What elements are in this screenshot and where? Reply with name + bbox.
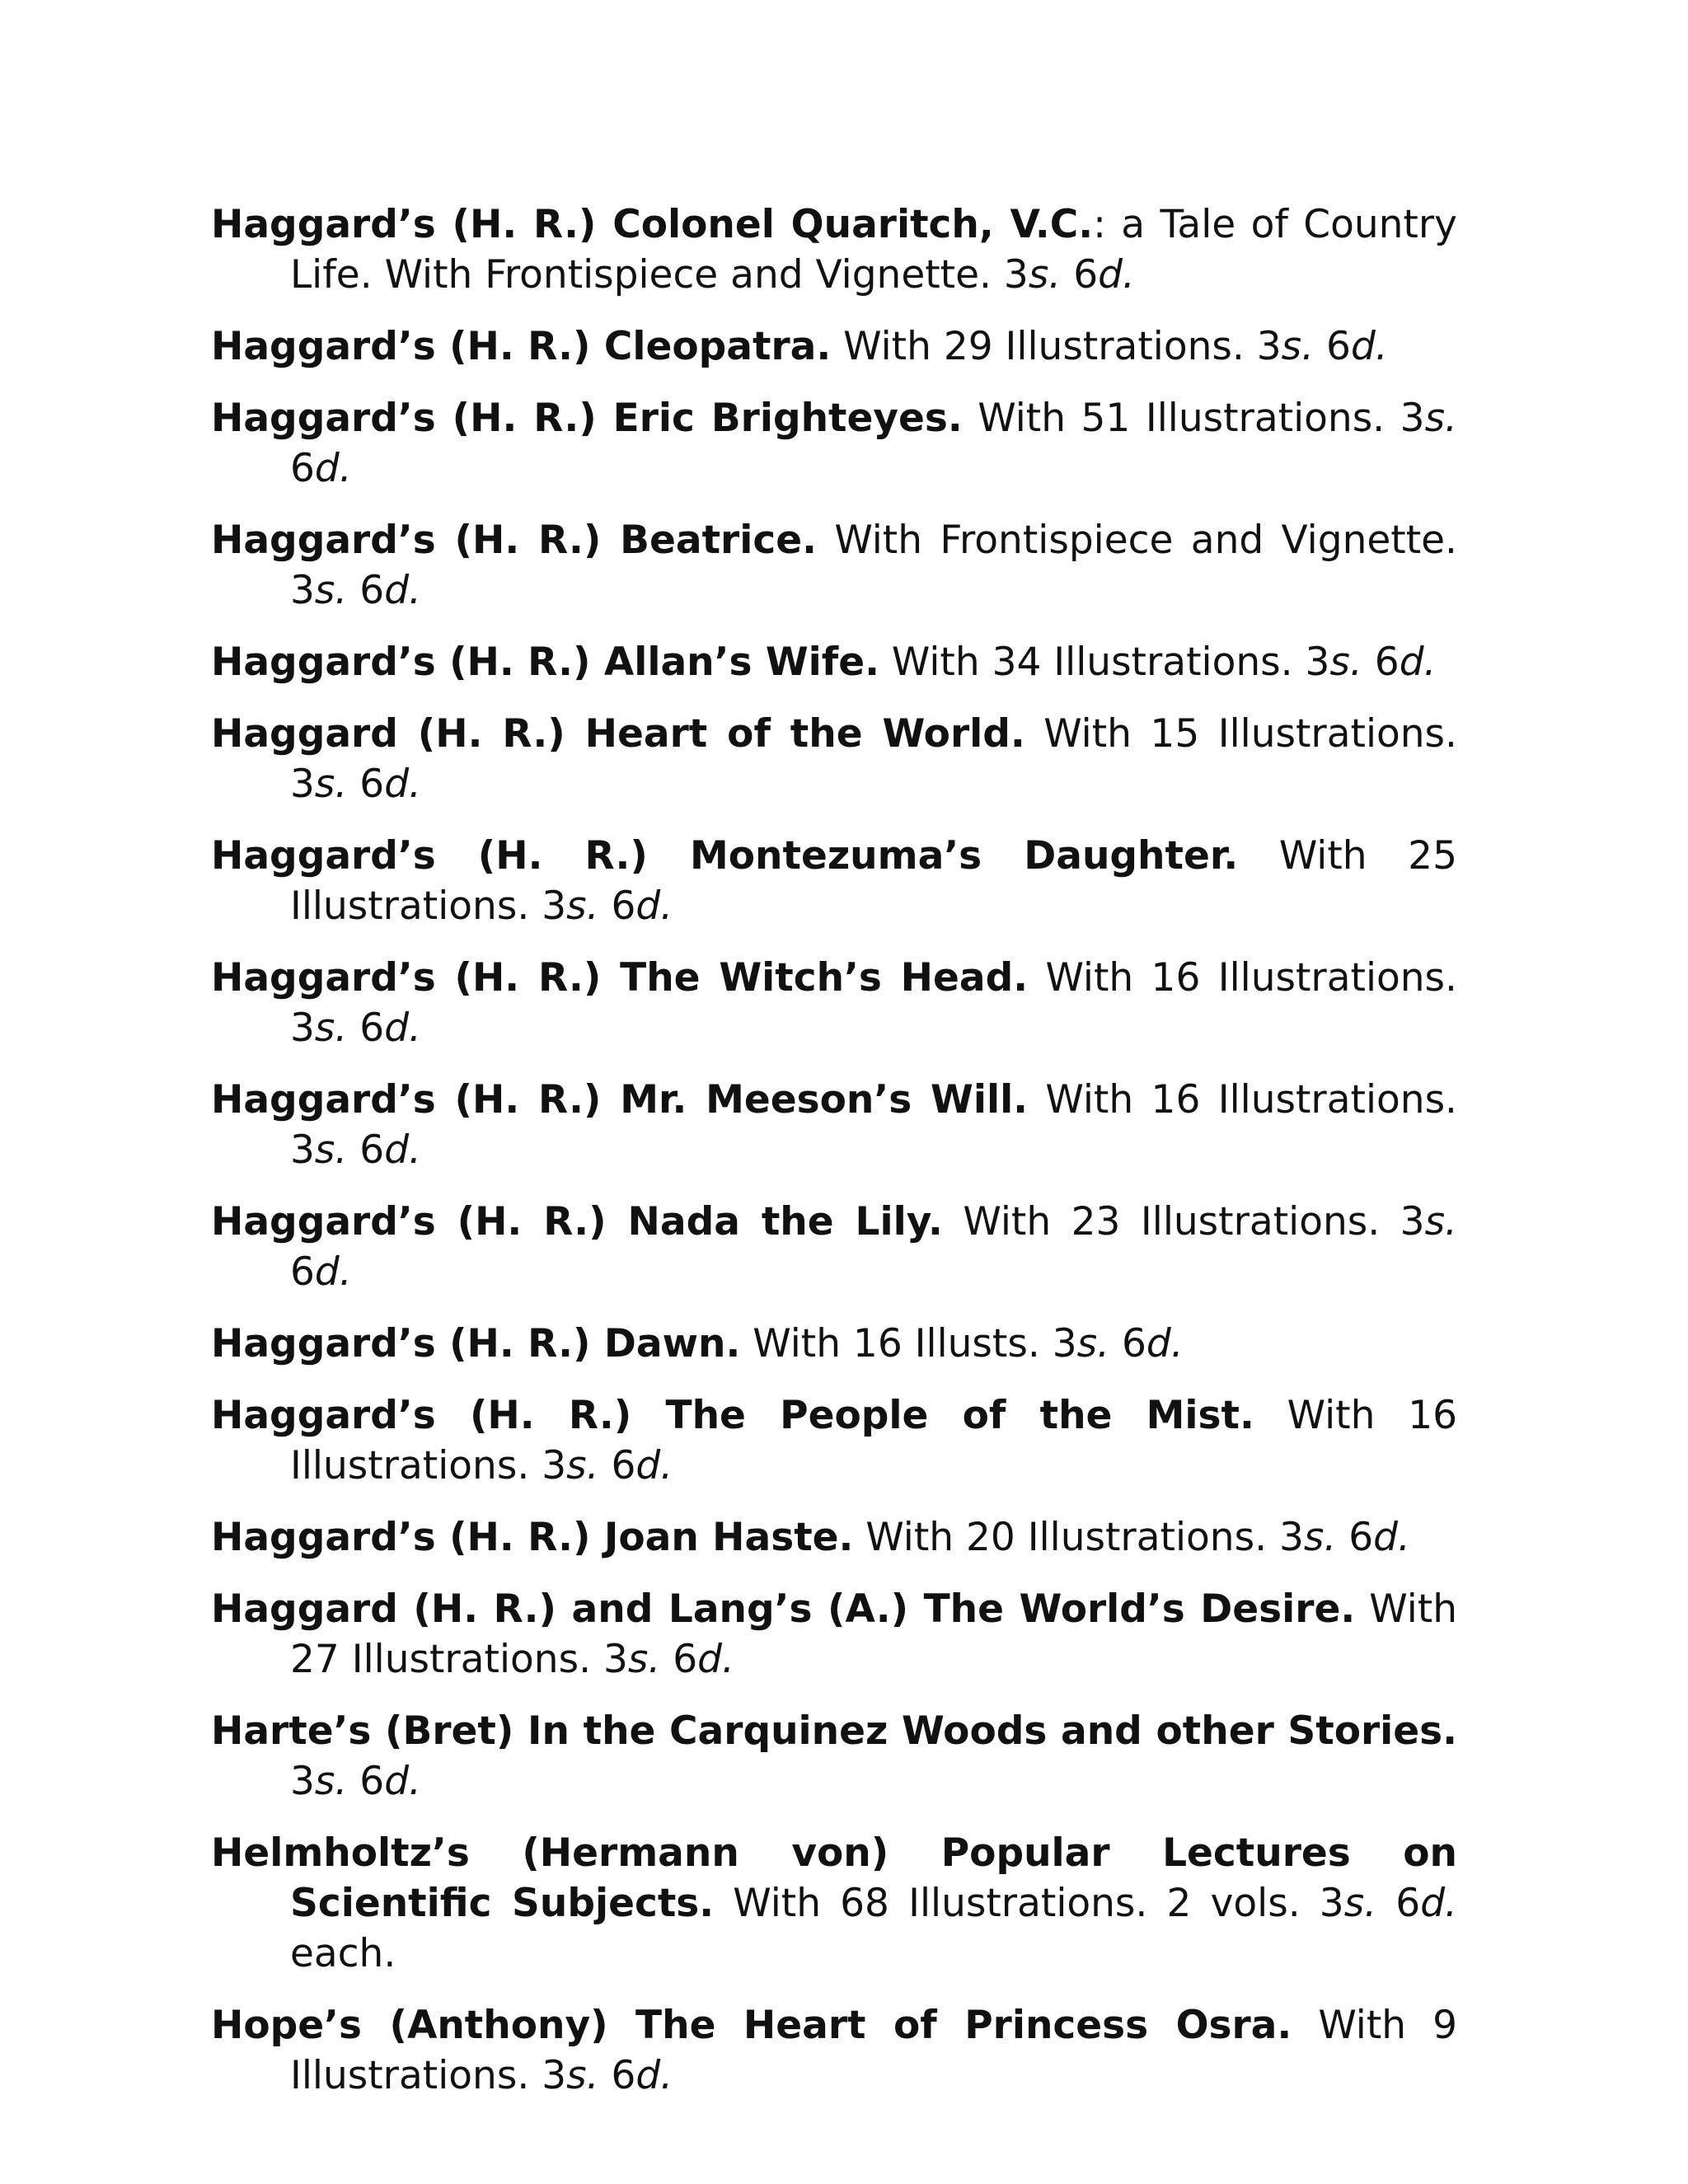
price-pence: 6 — [598, 883, 636, 929]
catalogue-entry — [211, 2000, 1457, 2101]
entry-title: Haggard (H. R.) Heart of the World. — [211, 711, 1025, 757]
price-d: d. — [635, 1443, 673, 1488]
entry-title: Hope’s (Anthony) The Heart of Princess Osra. — [211, 2003, 1292, 2048]
entry-title: Haggard’s (H. R.) The Witch’s Head. — [211, 955, 1029, 1001]
price-d: d. — [635, 883, 673, 929]
price-s: s. — [566, 883, 599, 929]
price-shillings: 3 — [603, 1637, 628, 1682]
entry-title: Haggard’s (H. R.) Montezuma’s Daughter. — [211, 833, 1239, 879]
price-s: s. — [566, 1443, 599, 1488]
catalogue-entry — [211, 831, 1457, 931]
price-d: d. — [1399, 640, 1437, 685]
price-s: s. — [1303, 1515, 1337, 1560]
price-shillings: 3 — [1319, 1881, 1344, 1926]
catalogue-entry — [211, 1390, 1457, 1491]
price-s: s. — [1343, 1881, 1377, 1926]
price-s: s. — [314, 568, 348, 613]
price-d: d. — [314, 446, 352, 491]
entry-description: With 9 Illustrations. — [290, 2003, 1458, 2098]
catalogue-entry — [211, 1584, 1457, 1685]
entry-title: Haggard’s (H. R.) Cleopatra. — [211, 324, 832, 369]
price-d: d. — [384, 762, 421, 807]
price-s: s. — [1329, 640, 1362, 685]
price-d: d. — [314, 1249, 352, 1295]
entry-description: With Frontispiece and Vignette. — [816, 518, 1457, 563]
entry-title: Helmholtz’s (Hermann von) Popular Lectures on Scientific Subjects. — [211, 1830, 1457, 1926]
price-shillings: 3 — [290, 1127, 315, 1173]
price-pence: 6 — [1061, 252, 1099, 298]
price-s: s. — [1076, 1321, 1110, 1366]
catalogue-entry — [211, 1512, 1457, 1563]
entry-title: Haggard’s (H. R.) Eric Brighteyes. — [211, 396, 963, 441]
price-shillings: 3 — [290, 1005, 315, 1051]
price-shillings: 3 — [1278, 1515, 1304, 1560]
catalogue-entry — [211, 199, 1457, 300]
price-shillings: 3 — [290, 762, 315, 807]
entry-title: Haggard’s (H. R.) The People of the Mist. — [211, 1393, 1254, 1438]
catalogue-entry — [211, 953, 1457, 1053]
price-pence: 6 — [347, 762, 385, 807]
entry-title: Haggard’s (H. R.) Joan Haste. — [211, 1515, 854, 1560]
entry-description: With 27 Illustrations. — [290, 1586, 1458, 1682]
price-shillings: 3 — [1400, 396, 1425, 441]
entry-title: Haggard’s (H. R.) Allan’s Wife. — [211, 640, 879, 685]
entry-title: Haggard (H. R.) and Lang’s (A.) The World’s Desire. — [211, 1586, 1356, 1632]
price-shillings: 3 — [1256, 324, 1282, 369]
price-shillings: 3 — [1003, 252, 1029, 298]
price-shillings: 3 — [1305, 640, 1330, 685]
entry-description: : a Tale of Country Life. With Frontispiece and Vignette. — [290, 202, 1457, 298]
entry-description: With 16 Illusts. — [740, 1321, 1053, 1366]
price-pence: 6 — [1109, 1321, 1146, 1366]
catalogue-entry — [211, 637, 1457, 687]
price-shillings: 3 — [290, 1759, 315, 1804]
entry-description: With 20 Illustrations. — [853, 1515, 1279, 1560]
price-d: d. — [384, 568, 421, 613]
price-pence: 6 — [660, 1637, 698, 1682]
price-s: s. — [314, 1005, 348, 1051]
price-shillings: 3 — [1400, 1199, 1425, 1244]
catalogue-entry — [211, 1075, 1457, 1175]
catalogue-entry — [211, 1706, 1457, 1807]
price-d: d. — [384, 1127, 421, 1173]
price-d: d. — [1420, 1881, 1457, 1926]
price-pence: 6 — [598, 2053, 636, 2098]
price-pence: 6 — [1376, 1881, 1421, 1926]
entry-description: With 23 Illustrations. — [942, 1199, 1400, 1244]
catalogue-entry — [211, 709, 1457, 809]
price-shillings: 3 — [542, 1443, 567, 1488]
price-shillings: 3 — [1052, 1321, 1077, 1366]
price-d: d. — [1350, 324, 1388, 369]
entry-title: Haggard’s (H. R.) Beatrice. — [211, 518, 817, 563]
price-pence: 6 — [1336, 1515, 1374, 1560]
entry-description: With 16 Illustrations. — [1028, 1077, 1457, 1122]
entry-title: Haggard’s (H. R.) Nada the Lily. — [211, 1199, 943, 1244]
price-shillings: 3 — [290, 568, 315, 613]
price-s: s. — [314, 1759, 348, 1804]
price-s: s. — [627, 1637, 661, 1682]
entry-title: Haggard’s (H. R.) Dawn. — [211, 1321, 741, 1366]
price-pence: 6 — [290, 1249, 315, 1295]
entry-description: With 25 Illustrations. — [290, 833, 1457, 929]
price-d: d. — [635, 2053, 673, 2098]
entry-description: With 34 Illustrations. — [879, 640, 1306, 685]
price-s: s. — [1424, 396, 1457, 441]
price-pence: 6 — [598, 1443, 636, 1488]
entry-title: Haggard’s (H. R.) Colonel Quaritch, V.C. — [211, 202, 1094, 247]
price-d: d. — [697, 1637, 734, 1682]
catalogue-entry — [211, 515, 1457, 616]
entry-description: With 16 Illustrations. — [290, 1393, 1458, 1488]
entry-description: With 29 Illustrations. — [831, 324, 1257, 369]
price-s: s. — [1424, 1199, 1457, 1244]
price-s: s. — [1281, 324, 1315, 369]
price-pence: 6 — [347, 1759, 385, 1804]
entry-description: With 51 Illustrations. — [962, 396, 1400, 441]
price-pence: 6 — [1362, 640, 1400, 685]
price-pence: 6 — [347, 568, 385, 613]
catalogue-entry — [211, 1319, 1457, 1369]
price-s: s. — [1028, 252, 1062, 298]
price-d: d. — [1146, 1321, 1184, 1366]
catalogue-entry — [211, 1197, 1457, 1297]
price-pence: 6 — [347, 1005, 385, 1051]
entry-description: With 15 Illustrations. — [1025, 711, 1457, 757]
price-s: s. — [314, 762, 348, 807]
price-pence: 6 — [1314, 324, 1351, 369]
price-pence: 6 — [347, 1127, 385, 1173]
price-d: d. — [1373, 1515, 1410, 1560]
entry-title: Haggard’s (H. R.) Mr. Meeson’s Will. — [211, 1077, 1029, 1122]
catalogue-entry — [211, 321, 1457, 372]
entry-title: Harte’s (Bret) In the Carquinez Woods and other Stories. — [211, 1708, 1457, 1754]
catalogue-entry — [211, 393, 1457, 494]
price-shillings: 3 — [542, 2053, 567, 2098]
price-d: d. — [384, 1005, 421, 1051]
entry-description: With 16 Illustrations. — [1028, 955, 1457, 1001]
price-pence: 6 — [290, 446, 315, 491]
catalogue-entry — [211, 1828, 1457, 1979]
entry-description: With 68 Illustrations. 2 vols. — [714, 1881, 1320, 1926]
price-d: d. — [384, 1759, 421, 1804]
price-s: s. — [566, 2053, 599, 2098]
price-shillings: 3 — [542, 883, 567, 929]
price-d: d. — [1098, 252, 1135, 298]
entry-after: each. — [290, 1931, 396, 1976]
catalogue-page — [211, 199, 1457, 2122]
price-s: s. — [314, 1127, 348, 1173]
